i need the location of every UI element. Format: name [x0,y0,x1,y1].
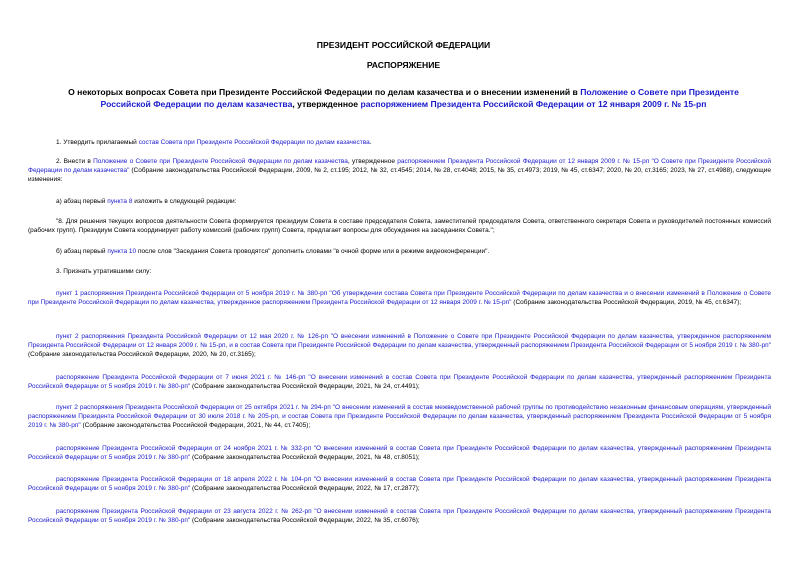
paragraph-2b [28,248,771,257]
p1-link[interactable]: состав Совета при Президенте Российской Федерации по делам казачества [138,139,370,146]
p5-text: б) абзац первый [56,248,108,255]
p3-link[interactable]: пункта 8 [107,198,133,205]
p2-text-mid: , утвержденное [347,158,398,165]
p2-text-end: (Собрание законодательства Российской Федерации, 2009, № 2, ст.195; 2012, № 32, ст.4545; 2014, № 28, ст.4048; 2015, № 35, ст.4973; 2019, № 45, ст.6347; 2020, № 20, ст.3165; 2023, № 27, ст.4988), следующие изменения: [28,166,771,183]
title-link-order[interactable]: распоряжением Президента Российской Федерации от 12 января 2009 г. № 15-рп [360,98,707,109]
p1-text: 1. Утвердить прилагаемый [56,139,139,146]
repeal-item-3 [28,374,771,392]
p13-text-end: (Собрание законодательства Российской Федерации, 2022, № 35, ст.6076); [190,516,420,524]
p6-text: 3. Признать утратившими силу: [56,268,152,275]
repeal-item-6 [28,476,771,494]
repeal-item-5 [28,445,771,463]
title-text-2: , утвержденное [292,98,361,109]
p10-link[interactable]: пункт 2 распоряжения Президента Российской Федерации от 25 октября 2021 г. № 294-рп "О внесении изменений в состав межведомственной рабочей группы по противодействию незаконным финансовым операциям, утвержденный распоряжением Президента Российской Федерации от 30 июля 2018 г. № 205-рп, и состав Совета при Президенте Российской Федерации по делам казачества, утвержденный распоряжением Президента Российской Федерации от 5 ноября 2019 г. № 380-рп" [28,404,771,429]
issuer-heading: ПРЕЗИДЕНТ РОССИЙСКОЙ ФЕДЕРАЦИИ [316,40,491,50]
paragraph-quote [28,218,771,236]
p11-link[interactable]: распоряжение Президента Российской Федерации от 24 ноября 2021 г. № 332-рп "О внесении изменений в состав Совета при Президенте Российской Федерации по делам казачества, утвержденный распоряжением Президента Российской Федерации от 5 ноября 2019 г. № 380-рп" [28,445,771,461]
repeal-item-7 [28,508,771,526]
p3-text: а) абзац первый [56,198,108,205]
p7-link[interactable]: пункт 1 распоряжения Президента Российской Федерации от 5 ноября 2019 г. № 380-рп "Об утверждении состава Совета при Президенте Российской Федерации по делам казачества и о внесении изменений в Положение о Совете при Президенте Российской Федерации по делам казачества, утвержденное распоряжением Президента Российской Федерации от 12 января 2009 г. № 15-рп" [28,290,771,306]
paragraph-3 [28,268,771,277]
p1-text-end: . [369,139,372,146]
repeal-item-2 [28,333,771,360]
p12-text-end: (Собрание законодательства Российской Федерации, 2022, № 17, ст.2877); [190,484,420,492]
p9-link[interactable]: распоряжение Президента Российской Федерации от 7 июня 2021 г. № 146-рп "О внесении изменений в состав Совета при Президенте Российской Федерации по делам казачества, утвержденный распоряжением Президента Российской Федерации от 5 ноября 2019 г. № 380-рп" [28,374,771,390]
p12-link[interactable]: распоряжение Президента Российской Федерации от 18 апреля 2022 г. № 104-рп "О внесении изменений в состав Совета при Президенте Российской Федерации по делам казачества, утвержденный распоряжением Президента Российской Федерации от 5 ноября 2019 г. № 380-рп" [28,476,771,492]
p4-text: "8. Для решения текущих вопросов деятельности Совета формируется президиум Совета в составе председателя Совета, заместителей председателя Совета, ответственного секретаря Совета и руководителей постоянных комиссий (рабочих групп). Президиум Совета координирует работу комиссий (рабочих групп) Совета, предлагает вопросы для обсуждения на заседаниях Совета."; [28,218,771,234]
p8-link[interactable]: пункт 2 распоряжения Президента Российской Федерации от 12 мая 2020 г. № 126-рп "О внесении изменений в Положение о Совете при Президенте Российской Федерации по делам казачества, утвержденное распоряжением Президента Российской Федерации от 12 января 2009 г. № 15-рп, и в состав Совета при Президенте Российской Федерации по делам казачества, утвержденный распоряжением Президента Российской Федерации от 5 ноября 2019 г. № 380-рп" [28,333,771,349]
repeal-item-1 [28,290,771,308]
p13-link[interactable]: распоряжение Президента Российской Федерации от 23 августа 2022 г. № 262-рп "О внесении изменений в состав Совета при Президенте Российской Федерации по делам казачества, утвержденный распоряжением Президента Российской Федерации от 5 ноября 2019 г. № 380-рп" [28,508,771,524]
document-title [45,87,762,110]
p5-link[interactable]: пункта 10 [107,248,137,255]
p5-text-end: после слов "Заседания Совета проводятся" дополнить словами "в очной форме или в режиме видеоконференции". [136,248,490,255]
p11-text-end: (Собрание законодательства Российской Федерации, 2021, № 48, ст.8051); [190,453,420,461]
paragraph-1 [28,139,771,148]
repeal-item-4 [28,404,771,431]
title-text-1: О некоторых вопросах Совета при Президенте Российской Федерации по делам казачества и о внесении изменений в [68,87,581,97]
p2-text: 2. Внести в [56,158,94,165]
paragraph-2a [28,198,771,207]
p2-link-order[interactable]: распоряжением Президента Российской Федерации от 12 января 2009 г. № 15-рп "О Совете при Президенте Российской Федерации по делам казачества" [28,158,771,174]
title-link-regulation[interactable]: Положение о Совете при Президенте Российской Федерации по делам казачества [100,87,739,109]
p3-text-end: изложить в следующей редакции: [132,198,237,205]
p8-text-end: (Собрание законодательства Российской Федерации, 2020, № 20, ст.3165); [28,350,256,358]
p9-text-end: (Собрание законодательства Российской Федерации, 2021, № 24, ст.4491); [190,382,420,390]
paragraph-2 [28,158,771,185]
p7-text-end: (Собрание законодательства Российской Федерации, 2019, № 45, ст.6347); [511,298,742,306]
p2-link-regulation[interactable]: Положение о Совете при Президенте Российской Федерации по делам казачества [93,158,348,165]
p10-text-end: (Собрание законодательства Российской Федерации, 2021, № 44, ст.7405); [80,421,311,429]
doc-type-heading: РАСПОРЯЖЕНИЕ [366,60,441,70]
